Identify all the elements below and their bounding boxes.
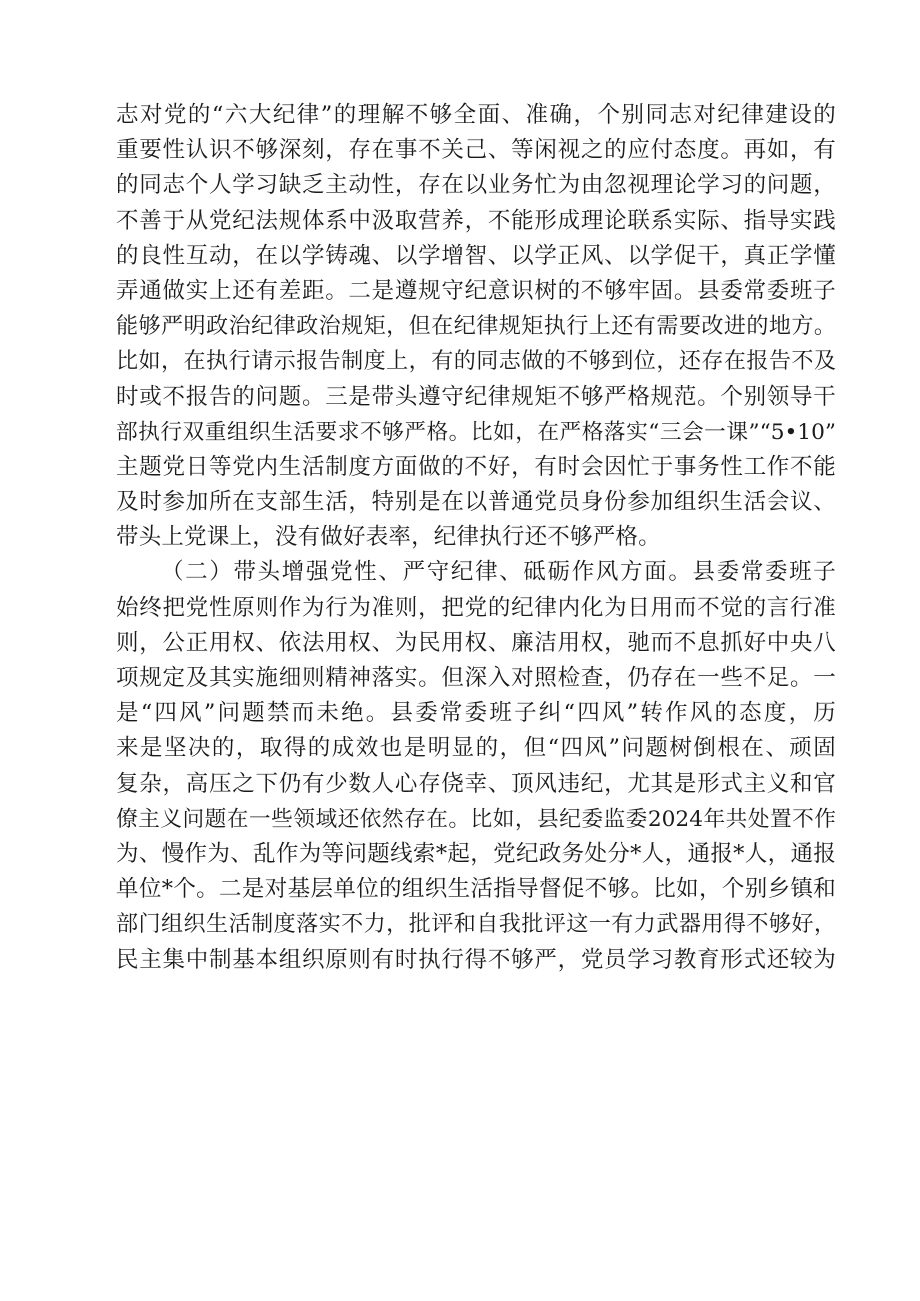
paragraph-1-line-9: 时或不报告的问题。三是带头遵守纪律规矩不够严格规范。个别领导干 — [116, 383, 836, 410]
paragraph-1-line-8: 比如，在执行请示报告制度上，有的同志做的不够到位，还存在报告不及 — [116, 348, 836, 375]
paragraph-1-line-12: 及时参加所在支部生活，特别是在以普通党员身份参加组织生活会议、 — [116, 489, 836, 516]
paragraph-1-line-7: 能够严明政治纪律政治规矩，但在纪律规矩执行上还有需要改进的地方。 — [116, 313, 836, 340]
paragraph-1-line-11: 主题党日等党内生活制度方面做的不好，有时会因忙于事务性工作不能 — [116, 453, 836, 480]
paragraph-2-line-7: 复杂，高压之下仍有少数人心存侥幸、顶风违纪，尤其是形式主义和官 — [116, 770, 836, 797]
paragraph-2-line-12: 民主集中制基本组织原则有时执行得不够严，党员学习教育形式还较为 — [116, 946, 836, 973]
paragraph-1-line-2: 重要性认识不够深刻，存在事不关己、等闲视之的应付态度。再如，有 — [116, 137, 836, 164]
paragraph-2-line-4: 项规定及其实施细则精神落实。但深入对照检查，仍存在一些不足。一 — [116, 665, 836, 691]
paragraph-1-line-5: 的良性互动，在以学铸魂、以学增智、以学正风、以学促干，真正学懂 — [116, 242, 836, 269]
document-body — [116, 98, 836, 978]
paragraph-2-line-8: 僚主义问题在一些领域还依然存在。比如，县纪委监委2024年共处置不作 — [116, 806, 836, 832]
paragraph-1-line-3: 的同志个人学习缺乏主动性，存在以业务忙为由忽视理论学习的问题， — [116, 172, 836, 199]
paragraph-2-line-1: （二）带头增强党性、严守纪律、砥砺作风方面。县委常委班子 — [161, 559, 836, 586]
paragraph-2-line-3: 则，公正用权、依法用权、为民用权、廉洁用权，驰而不息抓好中央八 — [116, 629, 836, 656]
paragraph-1-line-4: 不善于从党纪法规体系中汲取营养，不能形成理论联系实际、指导实践 — [116, 207, 836, 234]
paragraph-2-line-10: 单位*个。二是对基层单位的组织生活指导督促不够。比如，个别乡镇和 — [116, 876, 836, 903]
paragraph-2-line-11: 部门组织生活制度落实不力，批评和自我批评这一有力武器用得不够好， — [116, 911, 836, 938]
paragraph-1-line-6: 弄通做实上还有差距。二是遵规守纪意识树的不够牢固。县委常委班子 — [116, 277, 836, 304]
paragraph-1-line-10: 部执行双重组织生活要求不够严格。比如，在严格落实“三会一课”“5•10” — [116, 419, 836, 445]
paragraph-1-line-13: 带头上党课上，没有做好表率，纪律执行还不够严格。 — [116, 524, 661, 551]
paragraph-2-line-9: 为、慢作为、乱作为等问题线索*起，党纪政务处分*人，通报*人，通报 — [116, 840, 836, 867]
paragraph-2-line-6: 来是坚决的，取得的成效也是明显的，但“四风”问题树倒根在、顽固 — [116, 735, 836, 762]
paragraph-2-line-5: 是“四风”问题禁而未绝。县委常委班子纠“四风”转作风的态度，历 — [116, 700, 836, 727]
paragraph-1-line-1: 志对党的“六大纪律”的理解不够全面、准确，个别同志对纪律建设的 — [116, 102, 836, 128]
paragraph-2-line-2: 始终把党性原则作为行为准则，把党的纪律内化为日用而不觉的言行准 — [116, 594, 836, 621]
